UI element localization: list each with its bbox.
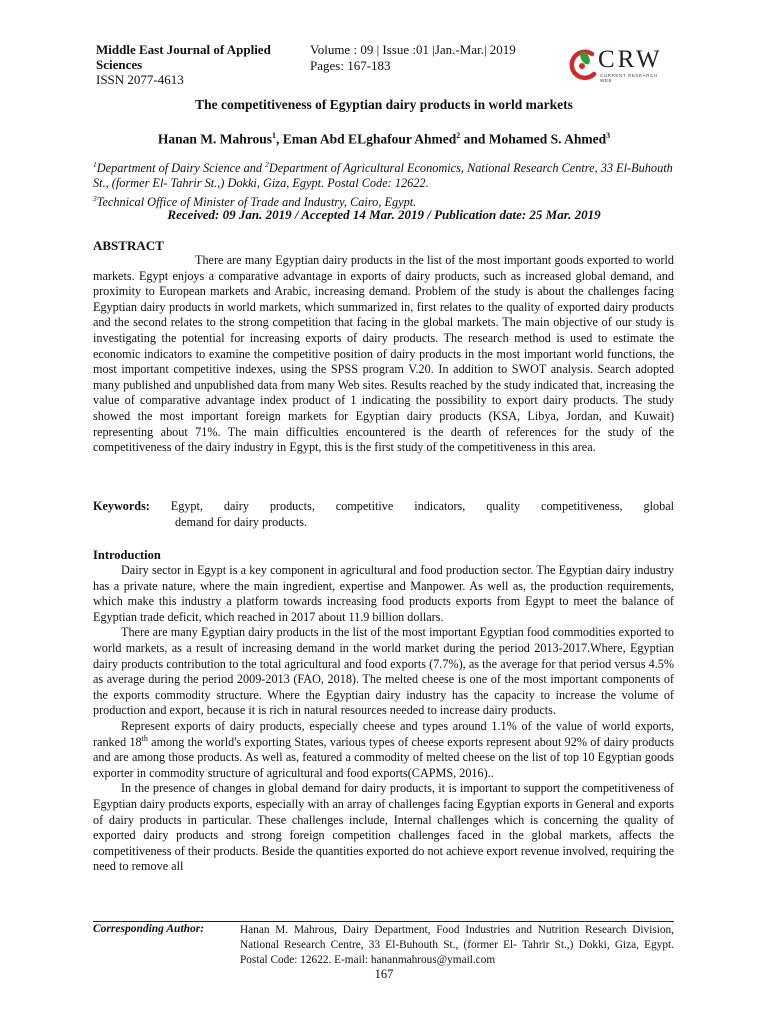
logo-text: CRW [598,46,663,73]
author-1-sup: 1 [272,131,277,140]
journal-name-line1: Middle East Journal of Applied [96,42,271,57]
journal-name-line2: Sciences [96,57,143,72]
introduction-body [93,563,674,875]
affil-1-sup: 1 [93,160,97,169]
keywords-line-1 [93,499,674,515]
keywords-label: Keywords: [93,499,150,513]
affil-1-text: Department of Dairy Science and [96,161,266,176]
intro-p3-part-a: Represent exports of dairy products, especially cheese and types around 1.1% of the value of world exports, ranked 18 [93,718,674,749]
corresponding-author-text: Hanan M. Mahrous, Dairy Department, Food Industries and Nutrition Research Division, National Research Centre, 33 El-Buhouth St., (former El- Tahrir St.,) Dokki, Giza, Egypt. Postal Code: 12622. E-mail: hananmahrous@ymail.com [240,924,674,966]
paper-title: The competitiveness of Egyptian dairy products in world markets [195,97,573,112]
logo-subtext: CURRENT RESEARCH WEB [600,73,658,83]
affil-2-sup: 2 [265,160,269,169]
affiliations [93,157,683,210]
affiliation-1-2 [93,157,683,191]
page-range: Pages: 167-183 [310,58,391,73]
author-2-sup: 2 [456,131,461,140]
footnote-rule [93,921,674,922]
author-1: Hanan M. Mahrous [157,131,273,147]
keywords-text-1: Egypt, dairy products, competitive indicators, quality competitiveness, global [170,499,674,513]
corresponding-author-label: Corresponding Author: [93,923,205,935]
intro-paragraph-1: Dairy sector in Egypt is a key component in agricultural and food production sector. The Egyptian dairy industry has a private nature, where the main ingredient, expertise and Manpower. As well as, the production requirements, which make this industry a platform towards increasing food products exports from Egypt to meet the balance of Egyptian trade deficit, which reached in 2017 about 11.9 billion dollars. [93,563,674,624]
affil-2-text: Department of Agricultural Economics, National Research Centre, 33 El-Buhouth St., (former El- Tahrir St.,) Dokki, Giza, Egypt. Postal Code: 12622. [93,161,673,191]
crw-logo [568,46,668,82]
affil-3-sup: 3 [93,194,97,204]
intro-paragraph-3 [93,719,674,781]
intro-paragraph-2: There are many Egyptian dairy products in the list of the most important Egyptian food commodities exported to world markets, as a result of increasing demand in the world market during the period 2013-2017.Where, Egyptian dairy products contribution to the total agricultural and food exports (7.7%), as the average for that period versus 4.5% as average during the period 2009-2013 (FAO, 2018). The melted cheese is one of the most important components of the exports commodity structure. Where the Egyptian dairy industry has the capacity to increase the volume of production and export, because it is rich in natural resources needed to increase dairy products. [93,625,674,718]
intro-p3-sup: th [141,733,148,743]
intro-paragraph-4: In the presence of changes in global demand for dairy products, it is important to support the competitiveness of Egyptian dairy products exports, especially with an array of challenges facing Egyptian exports in General and exports of dairy products in particular. These challenges include, Internal challenges which is concerning the quality of exported dairy products and strong foreign competition challenges faced in the global markets, affects the competitiveness of their products. Beside the quantities exported do not achieve export revenue involved, requiring the need to remove all [93,781,674,874]
abstract-heading: ABSTRACT [93,238,164,253]
author-3-sup: 3 [606,131,611,140]
page-number: 167 [374,967,394,981]
affil-3-text: Technical Office of Minister of Trade and Industry, Cairo, Egypt. [96,195,417,210]
received-dates: Received: 09 Jan. 2019 / Accepted 14 Mar. 2019 / Publication date: 25 Mar. 2019 [167,207,601,222]
issue-info [310,42,516,74]
volume-issue: Volume : 09 | Issue :01 |Jan.-Mar.| 2019 [310,42,516,57]
crw-logo-icon [568,46,600,82]
author-list [0,131,768,148]
journal-issn: ISSN 2077-4613 [96,72,184,87]
abstract-body: There are many Egyptian dairy products in the list of the most important goods exported to world markets. Egypt enjoys a comparative advantage in exports of dairy products, such as increased global demand, and proximity to European markets and Arabic, increasing demand. Problem of the study is about the challenges facing Egyptian dairy products in world markets, which summarized in, first relates to the quality of exported dairy products and the second relates to the strong competition that facing in the global markets. The main objective of our study is investigating the potential for increasing exports of dairy products. The research method is used to estimate the economic indicators to examine the competitive position of dairy products in the most important world functions, the most important competitive indexes, using the SPSS program V.20. In addition to SWOT analysis. Search adopted many published and unpublished data from many Web sites. Results reached by the study indicated that, increasing the value of comparative advantage index product of 1 indicating the possibility to export dairy products. The study showed the most important foreign markets for Egyptian dairy products (KSA, Libya, Jordan, and Kuwait) representing about 71%. The main difficulties encountered is the dearth of references for the study of the competitiveness of the dairy industry in Egypt, this is the first study of the competitiveness in this area. [93,253,674,455]
introduction-heading: Introduction [93,548,161,562]
journal-info [96,42,271,87]
author-3: and Mohamed S. Ahmed [460,131,607,147]
author-2: , Eman Abd ELghafour Ahmed [276,131,457,147]
keywords-text-2: demand for dairy products. [175,514,307,529]
keywords [93,499,674,530]
intro-p3-part-b: among the world's exporting States, various types of cheese exports represent about 92% of dairy products and are among those products. As well as, featured a commodity of melted cheese on the list of top 10 Egyptian goods exporter in commodity structure of agricultural and food exports(CAPMS, 2016).. [93,734,674,780]
